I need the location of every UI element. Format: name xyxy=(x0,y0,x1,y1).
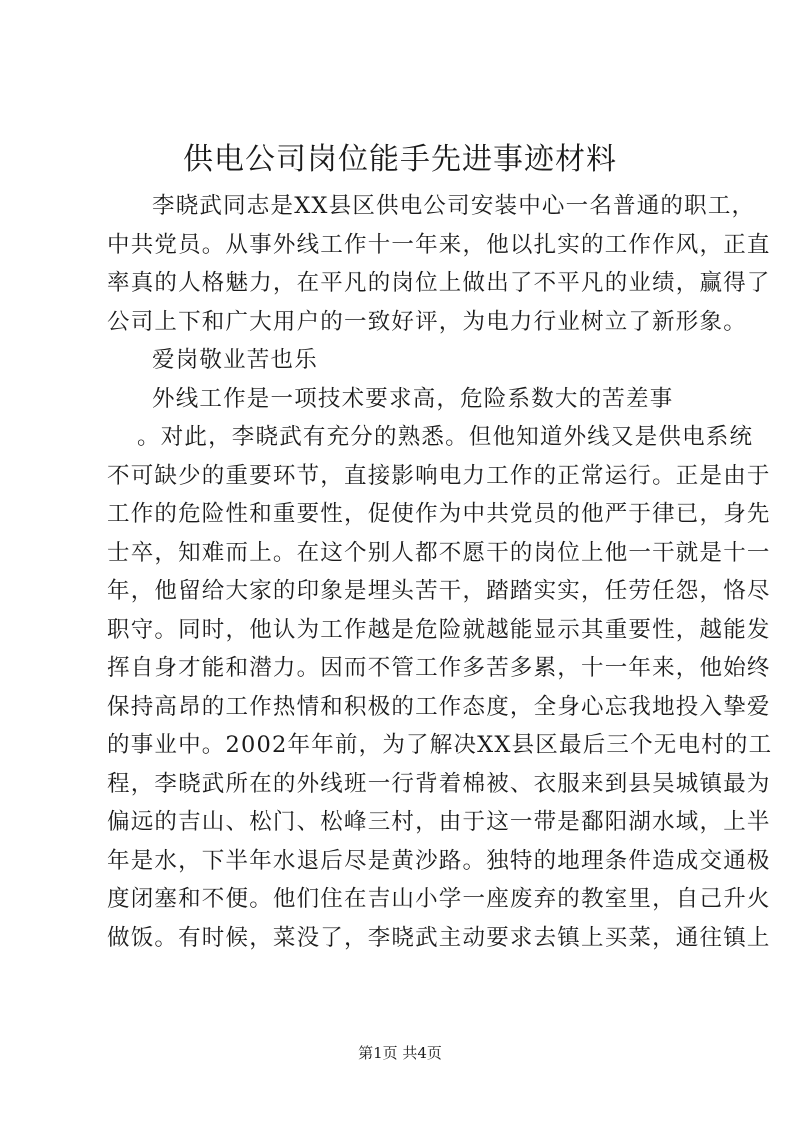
paragraph-line: 率真的人格魅力，在平凡的岗位上做出了不平凡的业绩，赢得了 xyxy=(107,270,771,296)
page-number-footer: 第1页 共4页 xyxy=(358,1044,442,1062)
paragraph-line: 李晓武同志是XX县区供电公司安装中心一名普通的职工， xyxy=(152,193,756,219)
paragraph-line: 的事业中。2002年年前，为了解决XX县区最后三个无电村的工 xyxy=(107,732,773,758)
paragraph-line: 外线工作是一项技术要求高，危险系数大的苦差事 xyxy=(152,385,674,412)
paragraph-line: 工作的危险性和重要性，促使作为中共党员的他严于律已，身先 xyxy=(107,501,771,527)
paragraph-line: 中共党员。从事外线工作十一年来，他以扎实的工作作风，正直 xyxy=(107,231,771,258)
section-heading: 爱岗敬业苦也乐 xyxy=(152,347,318,373)
paragraph-line: 挥自身才能和潜力。因而不管工作多苦多累，十一年来，他始终 xyxy=(107,655,771,681)
paragraph-line: 度闭塞和不便。他们住在吉山小学一座废弃的教室里，自己升火 xyxy=(107,886,771,912)
document-title: 供电公司岗位能手先进事迹材料 xyxy=(183,142,617,177)
paragraph-line: 士卒，知难而上。在这个别人都不愿干的岗位上他一干就是十一 xyxy=(107,539,771,566)
paragraph-line: 保持高昂的工作热情和积极的工作态度，全身心忘我地投入挚爱 xyxy=(107,693,771,720)
paragraph-line: 做饭。有时候，菜没了，李晓武主动要求去镇上买菜，通往镇上 xyxy=(107,924,771,951)
paragraph-line: 职守。同时，他认为工作越是危险就越能显示其重要性，越能发 xyxy=(107,616,771,643)
paragraph-line: 偏远的吉山、松门、松峰三村，由于这一带是鄱阳湖水域，上半 xyxy=(107,809,771,835)
paragraph-line: 不可缺少的重要环节，直接影响电力工作的正常运行。正是由于 xyxy=(107,462,771,489)
paragraph-line: 年，他留给大家的印象是埋头苦干，踏踏实实，任劳任怨，恪尽 xyxy=(107,578,771,604)
paragraph-line: 年是水，下半年水退后尽是黄沙路。独特的地理条件造成交通极 xyxy=(107,847,771,874)
paragraph-line: 程，李晓武所在的外线班一行背着棉被、衣服来到县吴城镇最为 xyxy=(107,770,771,797)
paragraph-line: 公司上下和广大用户的一致好评，为电力行业树立了新形象。 xyxy=(107,308,747,335)
document-body xyxy=(107,187,773,957)
paragraph-line: 。对此，李晓武有充分的熟悉。但他知道外线又是供电系统 xyxy=(137,424,754,450)
